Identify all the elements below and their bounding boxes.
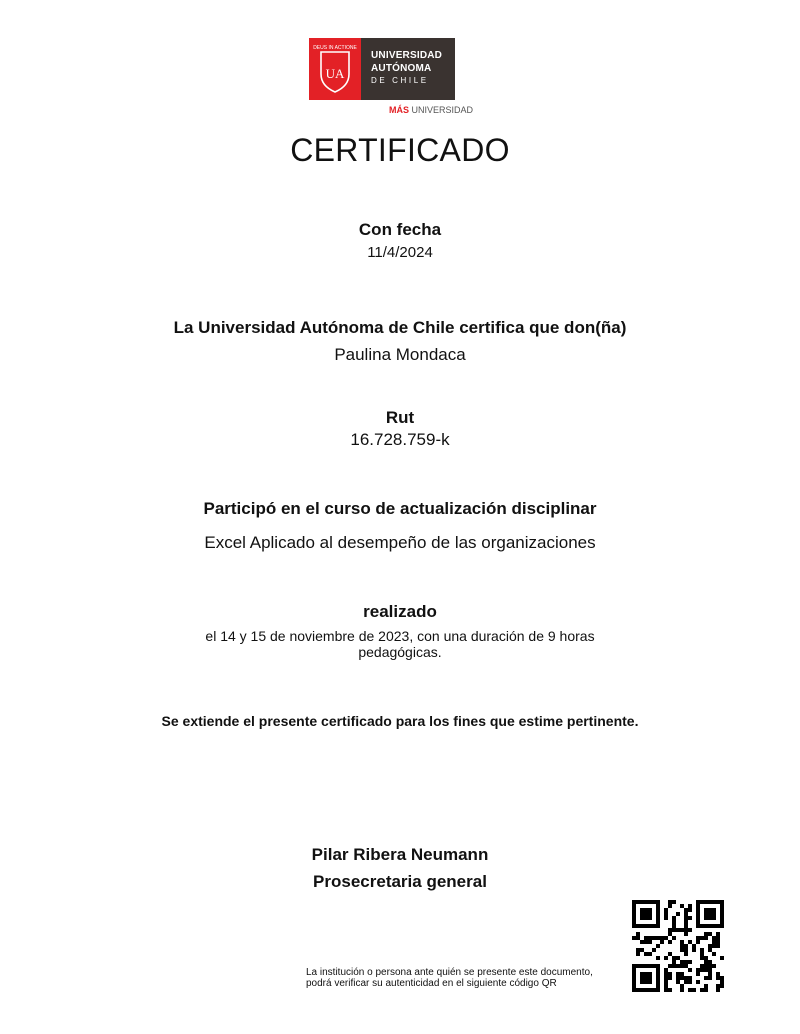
logo-tagline (389, 105, 473, 115)
certificate-title: CERTIFICADO (290, 132, 510, 168)
verification-note (306, 967, 626, 989)
held-label: realizado (363, 602, 437, 621)
logo-line-1: UNIVERSIDAD (371, 50, 443, 61)
university-seal (309, 38, 361, 100)
tagline-bold: MÁS (389, 105, 409, 115)
signer-role: Prosecretaria general (313, 872, 487, 891)
shield-icon (309, 38, 361, 100)
verification-line-1: La institución o persona ante quién se presente este documento, (306, 967, 593, 978)
date-value: 11/4/2024 (367, 244, 433, 261)
logo-line-2: AUTÓNOMA (371, 63, 432, 74)
logo-wordmark (361, 38, 455, 100)
rut-value: 16.728.759-k (350, 430, 450, 449)
rut-label: Rut (385, 408, 415, 427)
date-label: Con fecha (358, 220, 442, 239)
certify-label: La Universidad Autónoma de Chile certifica que don(ña) (173, 318, 627, 337)
tagline-rest: UNIVERSIDAD (409, 105, 474, 115)
closing-statement: Se extiende el presente certificado para los fines que estime pertinente. (161, 713, 639, 729)
logo-line-3: DE CHILE (371, 76, 429, 85)
verification-line-2: podrá verificar su autenticidad en el siguiente código QR (306, 978, 557, 989)
course-label: Participó en el curso de actualización disciplinar (203, 499, 597, 518)
held-line-1: el 14 y 15 de noviembre de 2023, con una duración de 9 horas (205, 628, 595, 644)
qr-code-icon[interactable] (632, 900, 724, 992)
signer-name: Pilar Ribera Neumann (311, 845, 489, 864)
course-name: Excel Aplicado al desempeño de las organizaciones (204, 533, 596, 552)
seal-text: UA (325, 66, 345, 81)
person-name: Paulina Mondaca (334, 345, 466, 364)
qr-code-graphic (632, 900, 724, 992)
seal-motto: DEUS IN ACTIONE (313, 45, 357, 51)
university-logo (309, 38, 474, 116)
held-line-2: pedagógicas. (358, 644, 442, 660)
